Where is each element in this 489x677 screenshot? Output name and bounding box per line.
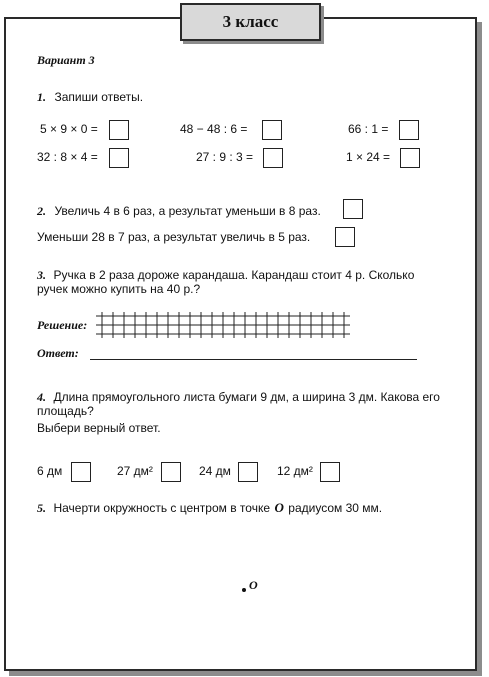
answer-box[interactable] (109, 148, 129, 168)
task3-number: 3. (37, 268, 46, 282)
answer-label: Ответ: (37, 346, 79, 360)
task5-text-after: радиусом 30 мм. (288, 501, 383, 515)
option-checkbox[interactable] (320, 462, 340, 482)
center-point-label: O (249, 578, 258, 592)
solution-label: Решение: (37, 318, 88, 332)
option-checkbox[interactable] (238, 462, 258, 482)
task1-heading (37, 88, 143, 106)
task1-expression-3: 66 : 1 = (348, 122, 389, 136)
task4-line-1 (37, 388, 440, 406)
task2-line-1 (37, 202, 321, 220)
task1-expression-5: 27 : 9 : 3 = (196, 150, 254, 164)
grid-lines (96, 312, 350, 338)
variant-label: Вариант 3 (37, 53, 95, 67)
answer-box[interactable] (263, 148, 283, 168)
option-label: 6 дм (37, 464, 63, 478)
answer-box[interactable] (399, 120, 419, 140)
task4-number: 4. (37, 390, 46, 404)
task5-number: 5. (37, 501, 46, 515)
task4-text-1: Длина прямоугольного листа бумаги 9 дм, а ширина 3 дм. Какова его (53, 390, 440, 404)
task2-text-2: Уменьши 28 в 7 раз, а результат увеличь в 5 раз. (37, 230, 311, 244)
task1-expression-1: 5 × 9 × 0 = (40, 122, 98, 136)
grade-title: 3 класс (222, 12, 279, 31)
option-label: 12 дм² (277, 464, 313, 478)
task5-point: O (274, 500, 284, 515)
task2-text-1: Увеличь 4 в 6 раз, а результат уменьши в 8 раз. (54, 204, 321, 218)
task1-expression-4: 32 : 8 × 4 = (37, 150, 98, 164)
task4-text-2: площадь? (37, 404, 94, 418)
task1-text: Запиши ответы. (54, 90, 144, 104)
option-checkbox[interactable] (71, 462, 91, 482)
answer-box[interactable] (262, 120, 282, 140)
task1-expression-6: 1 × 24 = (346, 150, 391, 164)
task1-number: 1. (37, 90, 46, 104)
grade-header (180, 3, 321, 41)
task1-expression-2: 48 − 48 : 6 = (180, 122, 248, 136)
answer-box[interactable] (335, 227, 355, 247)
answer-box[interactable] (109, 120, 129, 140)
option-label: 27 дм² (117, 464, 153, 478)
answer-line[interactable] (90, 359, 417, 360)
task2-number: 2. (37, 204, 46, 218)
center-point-dot (242, 588, 246, 592)
worksheet-frame (4, 17, 477, 671)
option-checkbox[interactable] (161, 462, 181, 482)
task5-line (37, 499, 382, 517)
task4-text-3: Выбери верный ответ. (37, 421, 161, 435)
answer-box[interactable] (343, 199, 363, 219)
solution-grid[interactable] (96, 312, 350, 338)
task3-text-1: Ручка в 2 раза дороже карандаша. Карандаш стоит 4 р. Сколько (53, 268, 415, 282)
option-label: 24 дм (199, 464, 231, 478)
task3-text-2: ручек можно купить на 40 р.? (37, 282, 201, 296)
task5-text-before: Начерти окружность с центром в точке (53, 501, 270, 515)
answer-box[interactable] (400, 148, 420, 168)
